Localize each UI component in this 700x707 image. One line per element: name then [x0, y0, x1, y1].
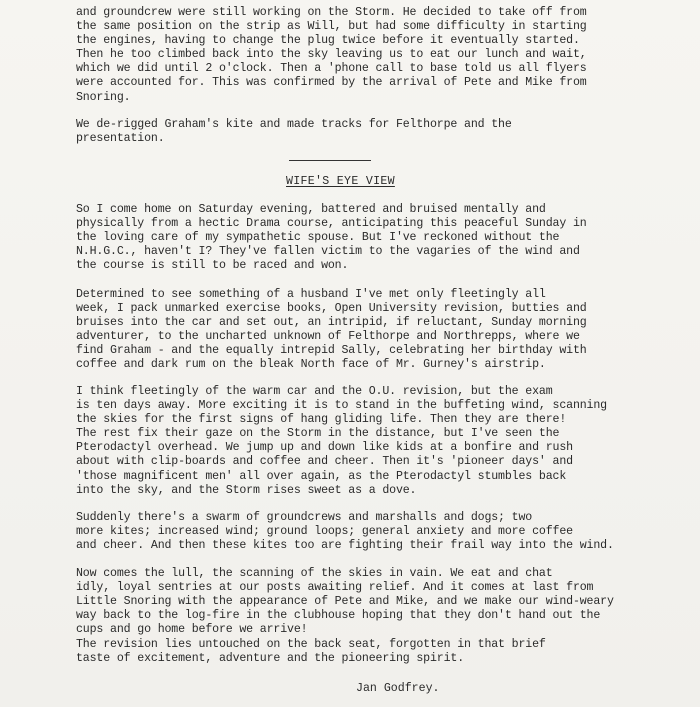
paragraph-revision: The revision lies untouched on the back seat, forgotten in that brief taste of excitement, adventure and the pioneering spirit.	[76, 638, 546, 666]
signature: Jan Godfrey.	[356, 682, 440, 695]
paragraph-fleetingly: I think fleetingly of the warm car and the O.U. revision, but the exam is ten days away. More exciting it is to stand in the buffeting wind, scanning the skies for the first signs of hang gliding life. Then they are there! The rest fix their gaze on the Storm in the distance, but I've seen the Pterodactyl overhead. We jump up and down like kids at a bonfire and rush about with clip-boards and coffee and cheer. Then it's 'pioneer days' and 'those magnificent men' all over again, as the Pterodactyl stumbles back into the sky, and the Storm rises sweet as a dove.	[76, 385, 607, 497]
paragraph-determined: Determined to see something of a husband I've met only fleetingly all week, I pack unmarked exercise books, Open University revision, butties and bruises into the car and set out, an intripid, if reluctant, Sunday morning adventurer, to the uncharted unknown of Felthorpe and Northrepps, where we find Graham - and the equally intrepid Sally, celebrating her birthday with coffee and dark rum on the bleak North face of Mr. Gurney's airstrip.	[76, 288, 587, 372]
section-heading: WIFE'S EYE VIEW	[286, 175, 395, 188]
paragraph-derig: We de-rigged Graham's kite and made tracks for Felthorpe and the presentation.	[76, 118, 512, 146]
paragraph-lull: Now comes the lull, the scanning of the skies in vain. We eat and chat idly, loyal sentries at our posts awaiting relief. And it comes at last from Little Snoring with the appearance of Pete and Mike, and we make our wind-weary way back to the log-fire in the clubhouse hoping that they don't hand out the cups and go home before we arrive!	[76, 567, 614, 637]
paragraph-storm-restart: and groundcrew were still working on the Storm. He decided to take off from the same position on the strip as Will, but had some difficulty in starting the engines, having to change the plug twice before it eventually started. Then he too climbed back into the sky leaving us to eat our lunch and wait, which we did until 2 o'clock. Then a 'phone call to base told us all flyers were accounted for. This was confirmed by the arrival of Pete and Mike from Snoring.	[76, 6, 587, 104]
section-divider	[289, 160, 371, 161]
paragraph-come-home: So I come home on Saturday evening, battered and bruised mentally and physically from a hectic Drama course, anticipating this peaceful Sunday in the loving care of my sympathetic spouse. But I've reckoned without the N.H.G.C., haven't I? They've fallen victim to the vagaries of the wind and the course is still to be raced and won.	[76, 203, 587, 273]
paragraph-suddenly: Suddenly there's a swarm of groundcrews and marshalls and dogs; two more kites; increased wind; ground loops; general anxiety and more coffee and cheer. And then these kites too are fighting their frail way into the wind.	[76, 511, 614, 553]
